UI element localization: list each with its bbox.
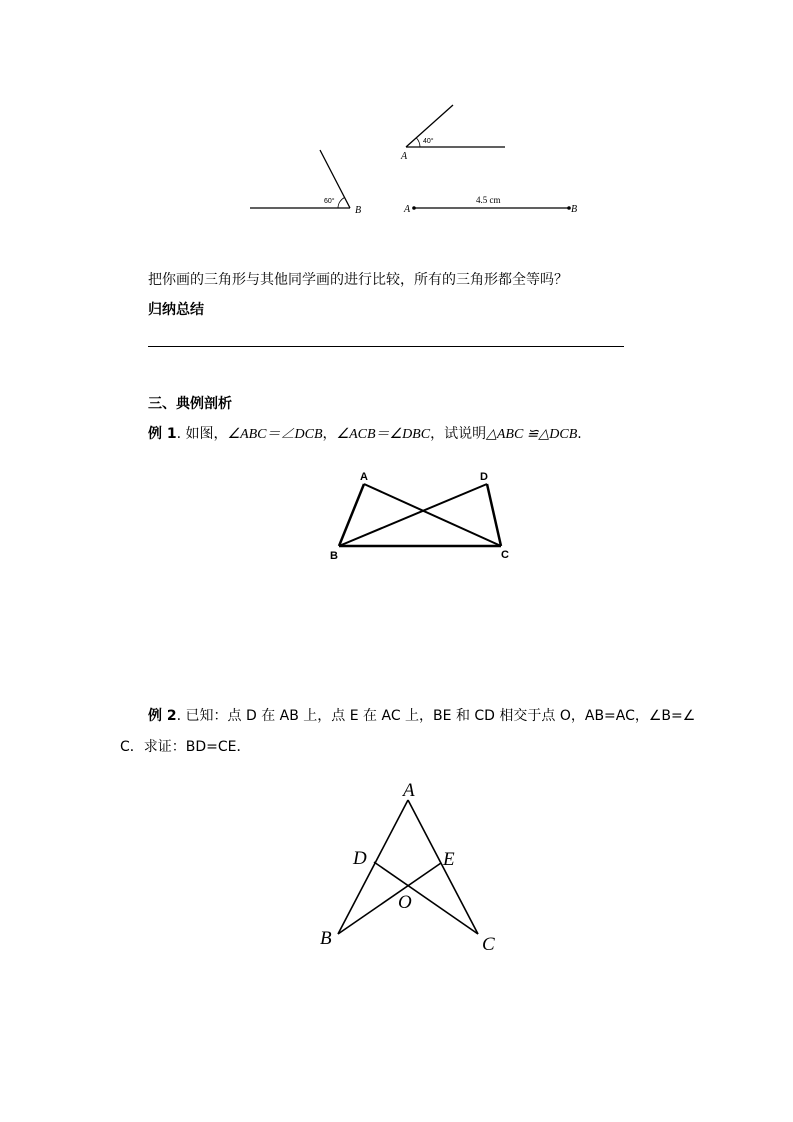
segment-length: 4.5 cm [476, 195, 501, 205]
example-2-label-e: E [443, 849, 455, 870]
example-1-label-c: C [501, 549, 509, 561]
example-2-label-b: B [320, 928, 332, 949]
example-1-condition-2: ∠ACB＝∠DBC [336, 427, 431, 442]
example-2-label-d: D [353, 848, 367, 869]
example-1-separator: ， [322, 426, 337, 442]
example-2-label-c: C [482, 934, 495, 955]
example-2-label-a: A [403, 780, 415, 801]
example-1-label-b: B [330, 550, 338, 562]
example-1-intro: . 如图， [176, 426, 228, 442]
example-1-label-a: A [360, 471, 368, 483]
example-2-given: . 已知：点 D 在 AB 上，点 E 在 AC 上，BE 和 CD 相交于点 O，AB=AC，∠B=∠ [176, 708, 696, 724]
segment-start-label: A [404, 204, 411, 215]
example-2-label: 例 2 [148, 708, 177, 724]
example-1-label: 例 1 [148, 426, 177, 442]
example-2-line-2: C．求证：BD=CE． [120, 739, 251, 755]
example-1-condition-1: ∠ABC＝∠DCB [227, 427, 323, 442]
angle-b-value: 60° [324, 198, 335, 205]
comparison-question: 把你画的三角形与其他同学画的进行比较，所有的三角形都全等吗？ [148, 272, 568, 288]
segment-end-label: B [571, 204, 578, 215]
angle-a-value: 40° [423, 138, 434, 145]
example-1-prompt: ，试说明 [430, 426, 487, 442]
angle-a-vertex-label: A [401, 151, 408, 162]
angle-b-vertex-label: B [355, 205, 362, 216]
example-1-end: . [577, 426, 582, 442]
example-1-label-d: D [480, 471, 488, 483]
example-2-label-o: O [398, 892, 412, 913]
section-heading: 三、典例剖析 [148, 396, 232, 412]
summary-heading: 归纳总结 [148, 302, 204, 318]
example-1-conclusion: △ABC ≌△DCB [486, 427, 578, 442]
